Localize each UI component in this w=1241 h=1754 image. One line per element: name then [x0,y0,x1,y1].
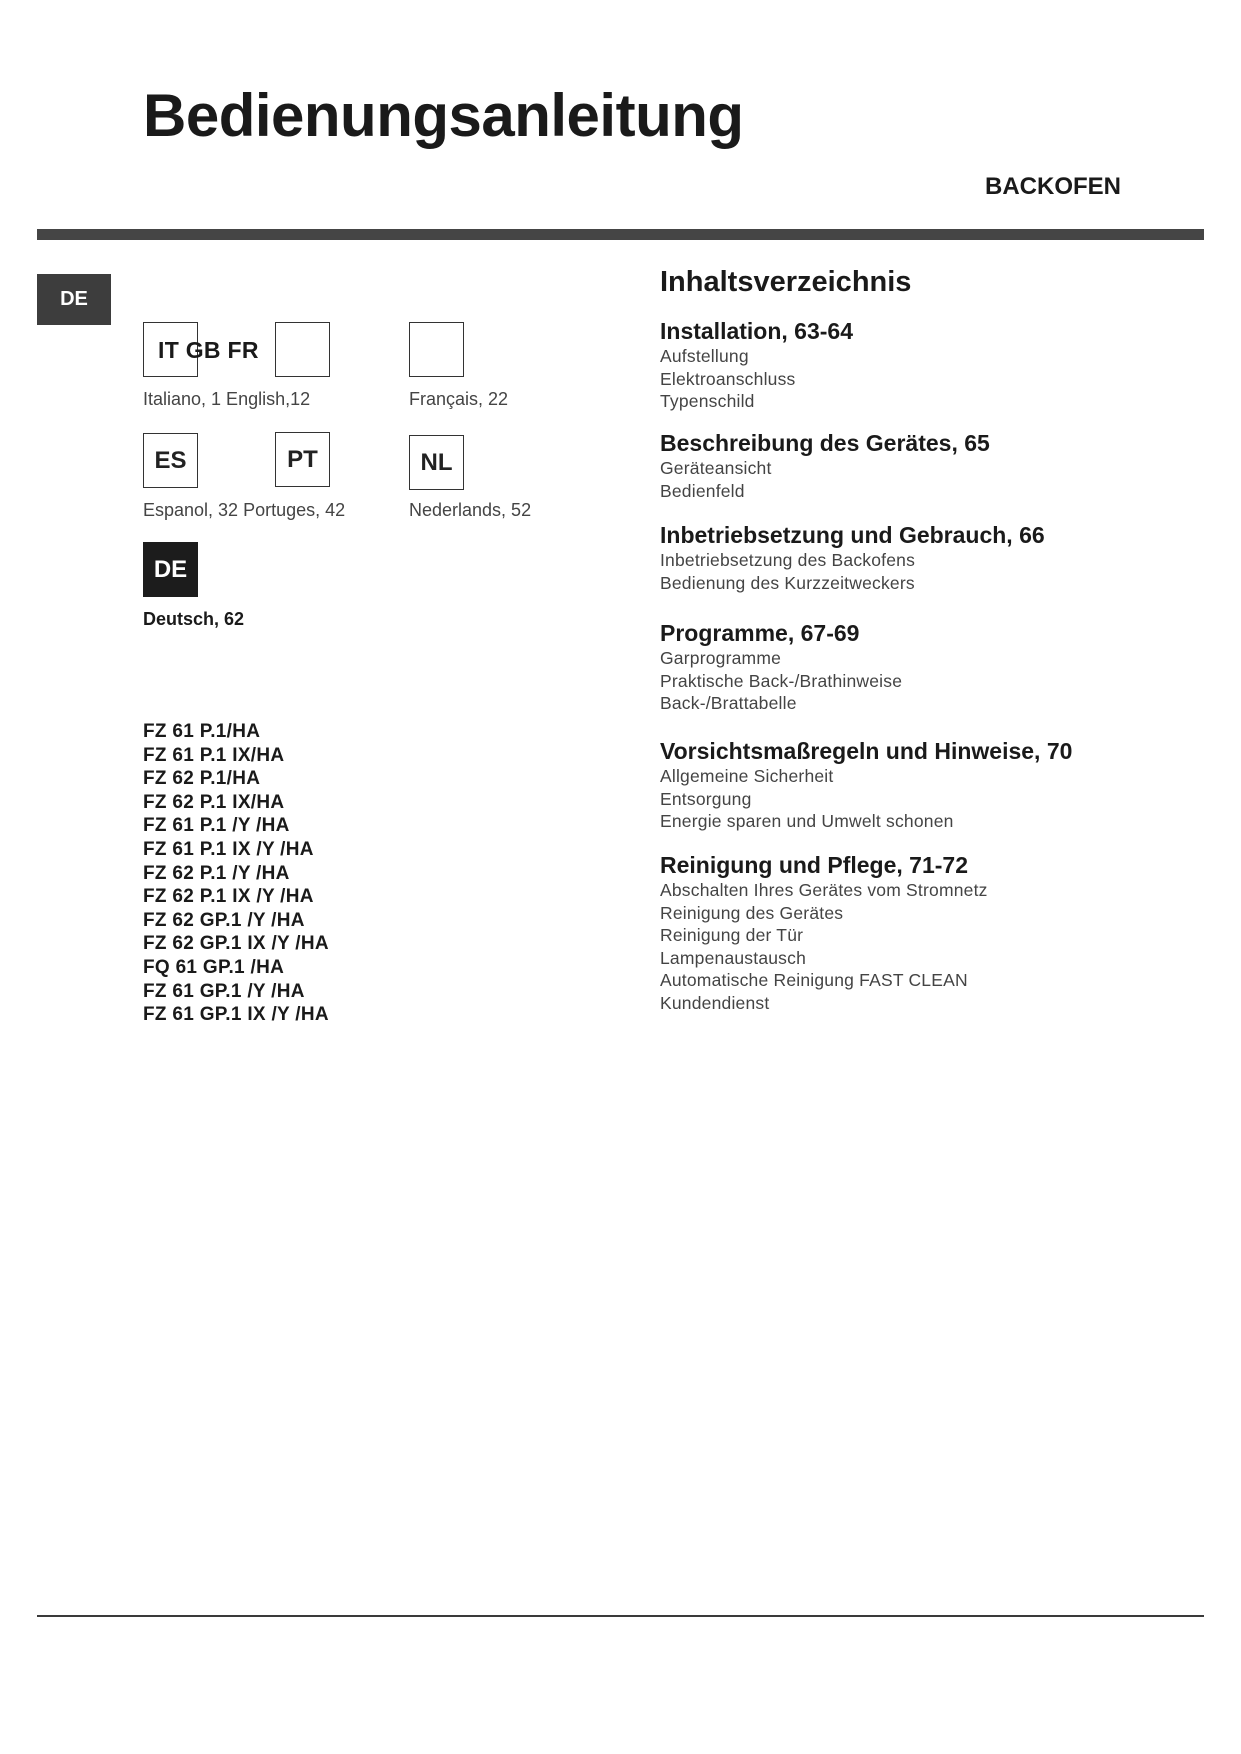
model-item: FZ 62 P.1 /Y /HA [143,862,290,884]
toc-heading: Installation, 63-64 [660,318,854,344]
lang-codes-row1: IT GB FR [158,337,259,363]
toc-item: Lampenaustausch [660,947,807,968]
lang-label-nl: Nederlands, 52 [409,500,532,520]
model-item: FZ 62 P.1 IX/HA [143,791,285,813]
lang-label-es-pt: Espanol, 32 Portuges, 42 [143,500,346,520]
model-item: FZ 61 P.1 IX/HA [143,744,285,766]
toc-item: Allgemeine Sicherheit [660,766,834,786]
toc-section-inbetriebsetzung [660,521,1045,594]
lang-box-gb [275,322,330,377]
lang-label-fr: Français, 22 [409,389,509,409]
model-item: FZ 62 GP.1 IX /Y /HA [143,933,329,955]
toc-item: Bedienfeld [660,480,745,501]
toc-heading: Inbetriebsetzung und Gebrauch, 66 [660,522,1045,548]
model-item: FZ 61 P.1 IX /Y /HA [143,838,314,860]
footer-divider [37,1615,1204,1617]
lang-box-nl: NL [409,435,464,490]
toc-item: Reinigung des Gerätes [660,902,844,923]
toc-item: Kundendienst [660,992,770,1013]
lang-box-es: ES [143,433,198,488]
model-item: FZ 61 P.1/HA [143,721,261,742]
toc-heading: Reinigung und Pflege, 71-72 [660,852,968,878]
toc-item: Inbetriebsetzung des Backofens [660,550,916,570]
toc-section-programme [660,619,902,715]
model-item: FZ 61 P.1 /Y /HA [143,815,290,837]
lang-box-pt: PT [275,432,330,487]
model-item: FZ 61 GP.1 /Y /HA [143,980,305,1002]
toc-item: Praktische Back-/Brathinweise [660,670,903,691]
lang-box-fr [409,322,464,377]
model-item: FZ 61 GP.1 IX /Y /HA [143,1004,329,1026]
page-title: Bedienungsanleitung [143,82,744,149]
toc-heading: Vorsichtsmaßregeln und Hinweise, 70 [660,738,1073,764]
toc-section-beschreibung [660,429,990,502]
toc-heading: Programme, 67-69 [660,620,860,646]
toc-item: Typenschild [660,391,755,411]
model-list [143,720,329,1027]
toc-item: Bedienung des Kurzzeitweckers [660,572,915,593]
lang-label-de: Deutsch, 62 [143,609,245,629]
toc-item: Abschalten Ihres Gerätes vom Stromnetz [660,880,988,900]
language-side-tab: DE [37,274,111,325]
header-divider [37,229,1204,240]
model-item: FZ 62 GP.1 /Y /HA [143,909,305,931]
lang-box-de: DE [143,542,198,597]
toc-item: Garprogramme [660,648,782,668]
toc-section-installation [660,317,853,413]
toc-title: Inhaltsverzeichnis [660,266,912,298]
toc-item: Entsorgung [660,788,752,809]
toc-item: Aufstellung [660,346,749,366]
toc-section-reinigung [660,851,988,1014]
page-subtitle: BACKOFEN [985,173,1121,200]
toc-item: Geräteansicht [660,458,772,478]
toc-item: Elektroanschluss [660,368,796,389]
toc-item: Reinigung der Tür [660,925,804,945]
toc-item: Energie sparen und Umwelt schonen [660,811,954,831]
toc-item: Back-/Brattabelle [660,693,797,713]
toc-heading: Beschreibung des Gerätes, 65 [660,430,990,456]
model-item: FZ 62 P.1/HA [143,768,261,790]
model-item: FQ 61 GP.1 /HA [143,956,285,978]
model-item: FZ 62 P.1 IX /Y /HA [143,886,314,908]
toc-section-vorsichtsmassregeln [660,737,1072,833]
toc-item: Automatische Reinigung FAST CLEAN [660,970,968,990]
lang-label-it-gb: Italiano, 1 English,12 [143,389,311,409]
